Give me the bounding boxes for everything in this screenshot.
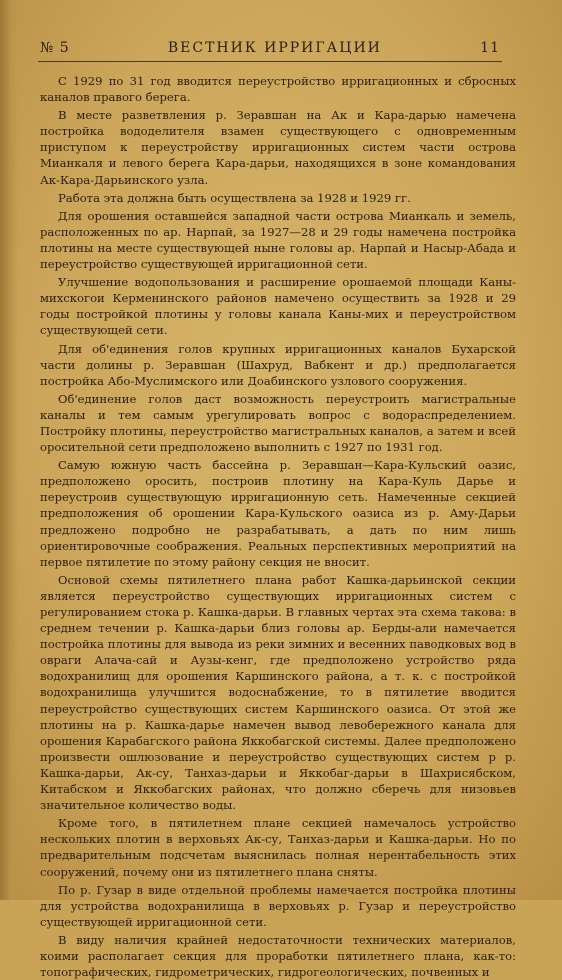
paragraph: В месте разветвления р. Зеравшан на Ак и Кара-дарью намечена постройка вододелителя взамен существующего с одновременным приступом к переустройству ирригационных систем части острова Мианкаля и левого берега Кара-дарьи, находящихся в зоне командования Ак-Кара-Дарьинского узла. xyxy=(40,108,516,187)
paragraph: Работа эта должна быть осуществлена за 1928 и 1929 гг. xyxy=(58,190,411,205)
header-rule xyxy=(38,61,502,62)
paragraph: Кроме того, в пятилетнем плане секцией намечалось устройство нескольких плотин в верховьях Ак-су, Танхаз-дарьи и Кашка-дарьи. Но по предварительным подсчетам выяснилась полная нерентабельность этих сооружений, почему они из пятилетнего плана сняты. xyxy=(40,816,516,879)
paragraph: С 1929 по 31 год вводится переустройство ирригационных и сбросных каналов правого берега. xyxy=(40,74,516,105)
paragraph: По р. Гузар в виде отдельной проблемы намечается постройка плотины для устройства водохранилища в верховьях р. Гузар и переустройство существующей ирригационной сети. xyxy=(40,882,516,929)
paragraph: В виду наличия крайней недостаточности технических материалов, коими располагает секция для проработки пятилетнего плана, как-то: топографических, гидрометрических, гидрогеологических, почвенных и xyxy=(40,932,516,980)
paragraph: Об'единение голов даст возможность переустроить магистральные каналы и тем самым урегулировать вопрос с водораспределением. Постройку плотины, переустройство магистральных каналов, а затем и всей оросительной сети предположено выполнить с 1927 по 1931 год. xyxy=(40,391,516,455)
paragraph: Основой схемы пятилетнего плана работ Кашка-дарьинской секции является переустройство существующих ирригационных систем с регулированием стока р. Кашка-дарьи. В главных чертах эта схема такова: в среднем течении р. Кашка-дарьи близ головы ар. Берды-али намечается постройка плотины для вывода из реки зимних и весенних паводковых вод в овраги Алача-сай и Аузы-кенг, где предположено устройство ряда водохранилищ для орошения Каршинского района, а т. к. с постройкой водохранилища улучшится водоснабжение, то в пятилетие вводится переустройство существующих систем Каршинского оазиса. От этой же плотины на р. Кашка-дарье намечен вывод левобережного канала для орошения Карабагского района Яккобагской системы. Далее предположено произвести ошлюзование и переустройство существующих систем р р. Кашка-дарьи, Ак-су, Танхаз-дарьи и Яккобаг-дарьи в Шахрисябском, Китабском и Яккобагских районах, что должно сберечь для низовьев значительное количество воды. xyxy=(40,572,516,813)
issue-number: № 5 xyxy=(40,40,70,56)
paragraph: Для орошения оставшейся западной части острова Мианкаль и земель, расположенных по ар. Нарпай, за 1927—28 и 29 годы намечена постройка плотины на месте существующей ныне головы ар. Нарпай и Насыр-Абада и переустройство существующей ирригационной сети. xyxy=(40,208,516,272)
paragraph: Улучшение водопользования и расширение орошаемой площади Каны-михскогои Керменинского районов намечено осуществить за 1928 и 29 годы постройкой плотины у головы канала Каны-мих и переустройством существующей сети. xyxy=(40,275,516,338)
running-header xyxy=(40,40,500,62)
article-body xyxy=(40,73,516,980)
page-fold-shadow xyxy=(0,0,18,900)
page-number: 11 xyxy=(480,40,500,56)
journal-title: ВЕСТНИК ИРРИГАЦИИ xyxy=(167,40,382,56)
paragraph: Для об'единения голов крупных ирригационных каналов Бухарской части долины р. Зеравшан (Шахруд, Вабкент и др.) предполагается постройка Або-Муслимского или Доабинского узлового сооружения. xyxy=(40,341,516,388)
paragraph: Самую южную часть бассейна р. Зеравшан—Кара-Кульский оазис, предположено оросить, построив плотину на Кара-Куль Дарье и переустроив существующую ирригационную сеть. Намеченные секцией предположения об орошении Кара-Кульского оазиса из р. Аму-Дарьи предложено подробно не разрабатывать, а дать по ним лишь ориентировочные соображения. Реальных перспективных мероприятий на первое пятилетие по этому району секция не вносит. xyxy=(40,458,516,569)
